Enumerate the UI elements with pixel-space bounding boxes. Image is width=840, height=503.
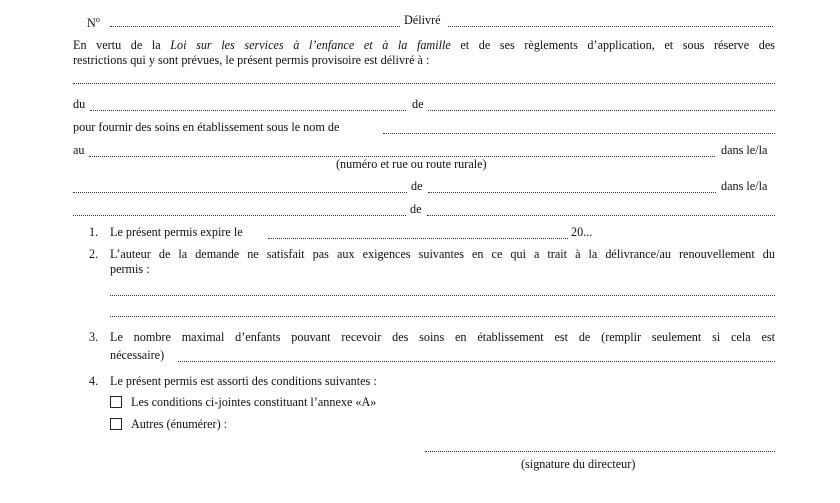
item-4-text: Le présent permis est assorti des conditions suivantes : (110, 374, 377, 388)
item-3-line-2: nécessaire) (110, 348, 165, 362)
expiry-date-field[interactable] (268, 227, 568, 239)
permit-holder-field[interactable] (73, 72, 775, 84)
intro-line-2: restrictions qui y sont prévues, le présent permis provisoire est délivré à : (73, 53, 430, 67)
de-field-2[interactable] (428, 181, 716, 193)
requirements-field-1[interactable] (110, 284, 775, 296)
other-checkbox[interactable] (110, 418, 122, 430)
item-2-line-2: permis : (110, 262, 150, 276)
max-children-field[interactable] (178, 350, 775, 362)
region-field[interactable] (73, 204, 406, 216)
item-3-number: 3. (89, 330, 99, 344)
item-2-line-1: L’auteur de la demande ne satisfait pas aux exigences suivantes en ce qui a trait à la délivrance/au renouvellement du (110, 247, 775, 261)
item-2-number: 2. (89, 247, 99, 261)
du-label: du (73, 97, 86, 111)
de-field[interactable] (428, 99, 775, 111)
care-name-field[interactable] (383, 122, 775, 134)
permit-number-field[interactable] (110, 15, 400, 27)
care-name-label: pour fournir des soins en établissement sous le nom de (73, 120, 340, 134)
delivered-label: Délivré (404, 13, 441, 27)
municipality-field[interactable] (73, 181, 407, 193)
address-caption: (numéro et rue ou route rurale) (336, 157, 487, 171)
delivered-field[interactable] (448, 15, 773, 27)
in-label-1: dans le/la (721, 143, 768, 157)
item-3-line-1: Le nombre maximal d’enfants pouvant recevoir des soins en établissement est de (remplir seulement si cela est (110, 330, 775, 344)
law-title: Loi sur les services à l’enfance et à la famille (170, 38, 451, 52)
item-4-number: 4. (89, 374, 99, 388)
item-1-text: Le présent permis expire le (110, 225, 243, 239)
requirements-field-2[interactable] (110, 305, 775, 317)
du-field[interactable] (90, 99, 406, 111)
de-label-3: de (410, 202, 422, 216)
address-field[interactable] (89, 145, 715, 157)
signature-caption: (signature du directeur) (521, 457, 636, 471)
intro-line-1: En vertu de la Loi sur les services à l’enfance et à la famille et de ses règlements d’application, et sous réserve des (73, 38, 776, 52)
expiry-year: 20... (571, 225, 593, 239)
de-label-2: de (411, 179, 423, 193)
de-field-3[interactable] (427, 204, 775, 216)
signature-field[interactable] (425, 440, 775, 452)
item-1-number: 1. (89, 225, 99, 239)
in-label-2: dans le/la (721, 179, 768, 193)
au-label: au (73, 143, 85, 157)
other-label: Autres (énumérer) : (131, 417, 228, 431)
annex-a-checkbox[interactable] (110, 396, 122, 408)
annex-a-label: Les conditions ci-jointes constituant l’annexe «A» (131, 395, 377, 409)
permit-number-label: $N^o$ (87, 15, 100, 31)
de-label: de (412, 97, 424, 111)
